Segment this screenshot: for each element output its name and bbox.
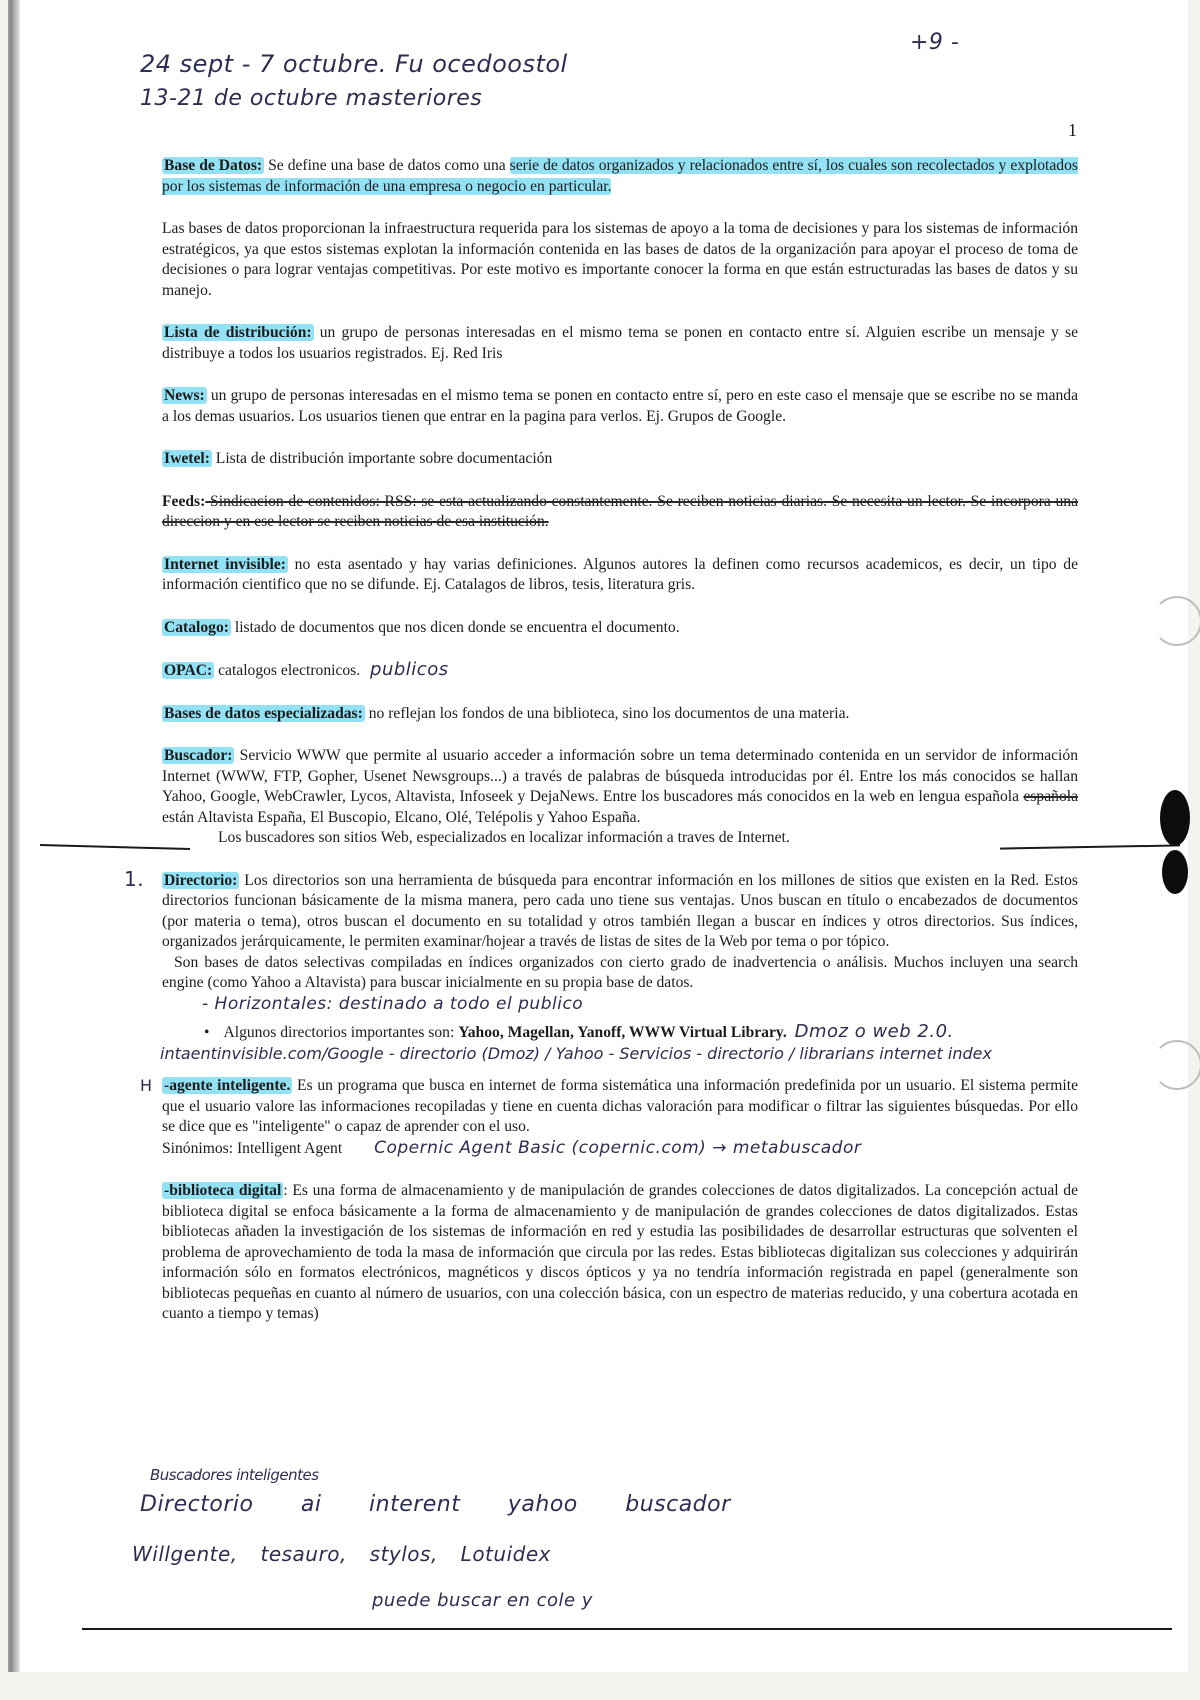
text: Lista de distribución importante sobre documentación — [211, 450, 553, 467]
handwritten-h-marker: H — [140, 1076, 153, 1095]
handwritten-header-line-1: 24 sept - 7 octubre. Fu ocedoostol — [140, 50, 568, 78]
entry-news — [162, 386, 1078, 427]
entry-base-de-datos — [162, 156, 1078, 197]
text: Se define una base de datos como una — [264, 157, 510, 174]
bottom-rule — [82, 1628, 1172, 1630]
term-opac: OPAC: — [164, 662, 213, 679]
directorio-bullet — [162, 1022, 1078, 1044]
ink-blot-lower — [1162, 850, 1188, 894]
term-feeds: Feeds: — [162, 492, 206, 510]
highlighted-definition: serie de datos organizados y relacionados entre sí, los cuales son recolectados y explotados por los sistemas de información de una empresa o negocio en particular. — [162, 157, 1078, 195]
text: Servicio WWW que permite al usuario acceder a información sobre un tema determinado contenida en un servidor de información Internet (WWW, FTP, Gopher, Usenet Newsgroups...) a través de palabras de búsqueda introducidas por él. Entre los más conocidos se hallan Yahoo, Google, WebCrawler, Lycos, Altavista, Infoseek y DejaNews. Entre los buscadores más conocidos en la web en lengua española — [162, 747, 1078, 805]
directorio-second-line: Son bases de datos selectivas compiladas en índices organizados con cierto grado de inadvertencia o análisis. Muchos incluyen una search engine (como Yahoo a Altavista) para buscar inicialmente en su propia base de datos. — [162, 953, 1078, 991]
text: catalogos electronicos. — [214, 662, 361, 679]
entry-catalogo — [162, 618, 1078, 639]
bullet-dot: • — [204, 1024, 210, 1041]
handwritten-number-1: 1. — [124, 866, 145, 891]
punch-hole-lower — [1152, 1040, 1200, 1090]
entry-buscador — [162, 746, 1078, 849]
entry-agente-inteligente — [140, 1076, 1078, 1159]
buscador-second-line: Los buscadores son sitios Web, especializados en localizar información a traves de Internet. — [218, 829, 790, 846]
text: no esta asentado y hay varias definiciones. Algunos autores la definen como recursos academicos, es decir, un tipo de información cientifico que no se difunde. Ej. Catalagos de libros, tesis, literatura gris. — [162, 555, 1078, 593]
handwritten-header-line-2: 13-21 de octubre masteriores — [140, 86, 483, 111]
text: no reflejan los fondos de una biblioteca, sino los documentos de una materia. — [364, 704, 850, 722]
entry-internet-invisible — [162, 555, 1078, 596]
sinonimos: Sinónimos: Intelligent Agent — [162, 1139, 343, 1157]
entry-directorio — [124, 866, 1078, 1065]
handwritten-top-right: +9 - — [910, 30, 960, 55]
handwritten-bottom-line-2: Directorio ai interent yahoo buscador — [140, 1492, 731, 1517]
document-body — [124, 156, 1078, 1347]
handwritten-horizontales: - Horizontales: destinado a todo el publico — [202, 993, 584, 1014]
term-directorio: Directorio: — [164, 871, 238, 889]
entry-feeds — [162, 492, 1078, 533]
entry-opac — [162, 660, 1078, 682]
handwritten-directorios-list: intaentinvisible.com/Google - directorio (Dmoz) / Yahoo - Servicios - directorio / librarians internet index — [160, 1043, 992, 1063]
punch-hole-upper — [1152, 596, 1200, 646]
bold-directories: Yahoo, Magellan, Yanoff, WWW Virtual Library. — [458, 1024, 787, 1041]
handwritten-copernic: Copernic Agent Basic (copernic.com) → metabuscador — [374, 1137, 862, 1158]
term-iwetel: Iwetel: — [164, 450, 210, 467]
handwritten-bottom-line-3: Willgente, tesauro, stylos, Lotuidex — [132, 1542, 551, 1566]
text: un grupo de personas interesadas en el mismo tema se ponen en contacto entre sí, pero en este caso el mensaje que se escribe no se manda a los demas usuarios. Los usuarios tienen que entrar en la pagina para verlos. Ej. Grupos de Google. — [162, 387, 1078, 425]
entry-iwetel — [162, 449, 1078, 470]
page-number: 1 — [1068, 120, 1077, 140]
text: un grupo de personas interesadas en el mismo tema se ponen en contacto entre sí. Alguien escribe un mensaje y se distribuye a todos los usuarios registrados. Ej. Red Iris — [162, 324, 1078, 362]
page-edge-shadow — [10, 0, 20, 1672]
text: Es un programa que busca en internet de forma sistemática una información predefinida por un usuario. El sistema permite que el usuario valore las informaciones recopiladas y tiene en cuenta dichas valoración para modificar o filtrar las siguientes búsquedas. Por ello se dice que es "inteligente" o capaz de aprender con el uso. — [162, 1077, 1078, 1135]
handwritten-bottom-line-1: Buscadores inteligentes — [150, 1466, 319, 1484]
term-bd-especializadas: Bases de datos especializadas: — [164, 704, 363, 722]
entry-biblioteca-digital — [162, 1181, 1078, 1325]
term-catalogo: Catalogo: — [164, 618, 229, 636]
text: Los directorios son una herramienta de búsqueda para encontrar información en los millones de sitios que existen en la Red. Estos directorios funcionan básicamente de la misma manera, pero cada uno tiene sus ventajas. Unos buscan en título o encabezados de documentos (por materia o tema), otros buscan el documento en su totalidad y otros también llegan a buscar en índices y otros directorios. Sus índices, organizados jerárquicamente, le permiten examinar/hojear a través de listas de sites de la Web por tema o por tópico. — [162, 871, 1078, 950]
handwritten-opac-note: publicos — [370, 659, 449, 680]
text: : Es una forma de almacenamiento y de manipulación de grandes colecciones de datos digitalizados. La concepción actual de biblioteca digital se enfoca básicamente a la forma de almacenamiento y de manipulación de grandes colecciones de datos digitalizados. Estas bibliotecas añaden la investigación de los sistemas de información en red y estudia las posibilidades de desarrollar estructuras que solventen el problema de aprovechamiento de toda la masa de información que circula por las redes. Estas bibliotecas digitalizan sus colecciones y adquirirán información sólo en formatos electrónicos, magnéticos y discos ópticos y ya no tendría información registrada en papel (generalmente son bibliotecas pequeñas en cuanto al número de usuarios, con una colección básica, con un espectro de materias reducido, y una cobertura acotada en cuanto a tiempo y temas) — [162, 1182, 1078, 1322]
handwritten-bottom-line-4: puede buscar en cole y — [372, 1590, 593, 1611]
term-biblioteca-digital: -biblioteca digital — [164, 1182, 282, 1199]
term-internet-invisible: Internet invisible: — [164, 555, 286, 573]
term-buscador: Buscador: — [164, 747, 233, 764]
text: Algunos directorios importantes son: — [223, 1024, 459, 1041]
term-lista-distribucion: Lista de distribución: — [164, 324, 312, 341]
sinonimos-line — [162, 1138, 1078, 1160]
struck-text: Sindicacion de contenidos: RSS: se esta actualizando constantemente. Se reciben noticias diarias. Se necesita un lector. Se incorpora una direccion y en ese lector se reciben noticias de esa institución. — [162, 492, 1078, 530]
handwritten-dmoz: Dmoz o web 2.0. — [794, 1021, 954, 1042]
text: listado de documentos que nos dicen donde se encuentra el documento. — [230, 618, 680, 636]
struck-word: española — [1023, 788, 1078, 805]
entry-bd-especializadas — [162, 704, 1078, 725]
term-news: News: — [164, 387, 205, 404]
ink-blot-upper — [1160, 790, 1190, 846]
entry-lista-distribucion — [162, 323, 1078, 364]
paragraph-bases-de-datos: Las bases de datos proporcionan la infraestructura requerida para los sistemas de apoyo a la toma de decisiones y para los sistemas de información estratégicos, ya que estos sistemas explotan la información contenida en las bases de datos de la organización para apoyar el proceso de toma de decisiones o para lograr ventajas competitivas. Por este motivo es importante conocer la forma en que están estructuradas las bases de datos y su manejo. — [162, 220, 1078, 299]
text: están Altavista España, El Buscopio, Elcano, Olé, Telépolis y Yahoo España. — [162, 808, 641, 826]
term-base-de-datos: Base de Datos: — [164, 157, 263, 174]
term-agente-inteligente: -agente inteligente. — [164, 1077, 291, 1094]
